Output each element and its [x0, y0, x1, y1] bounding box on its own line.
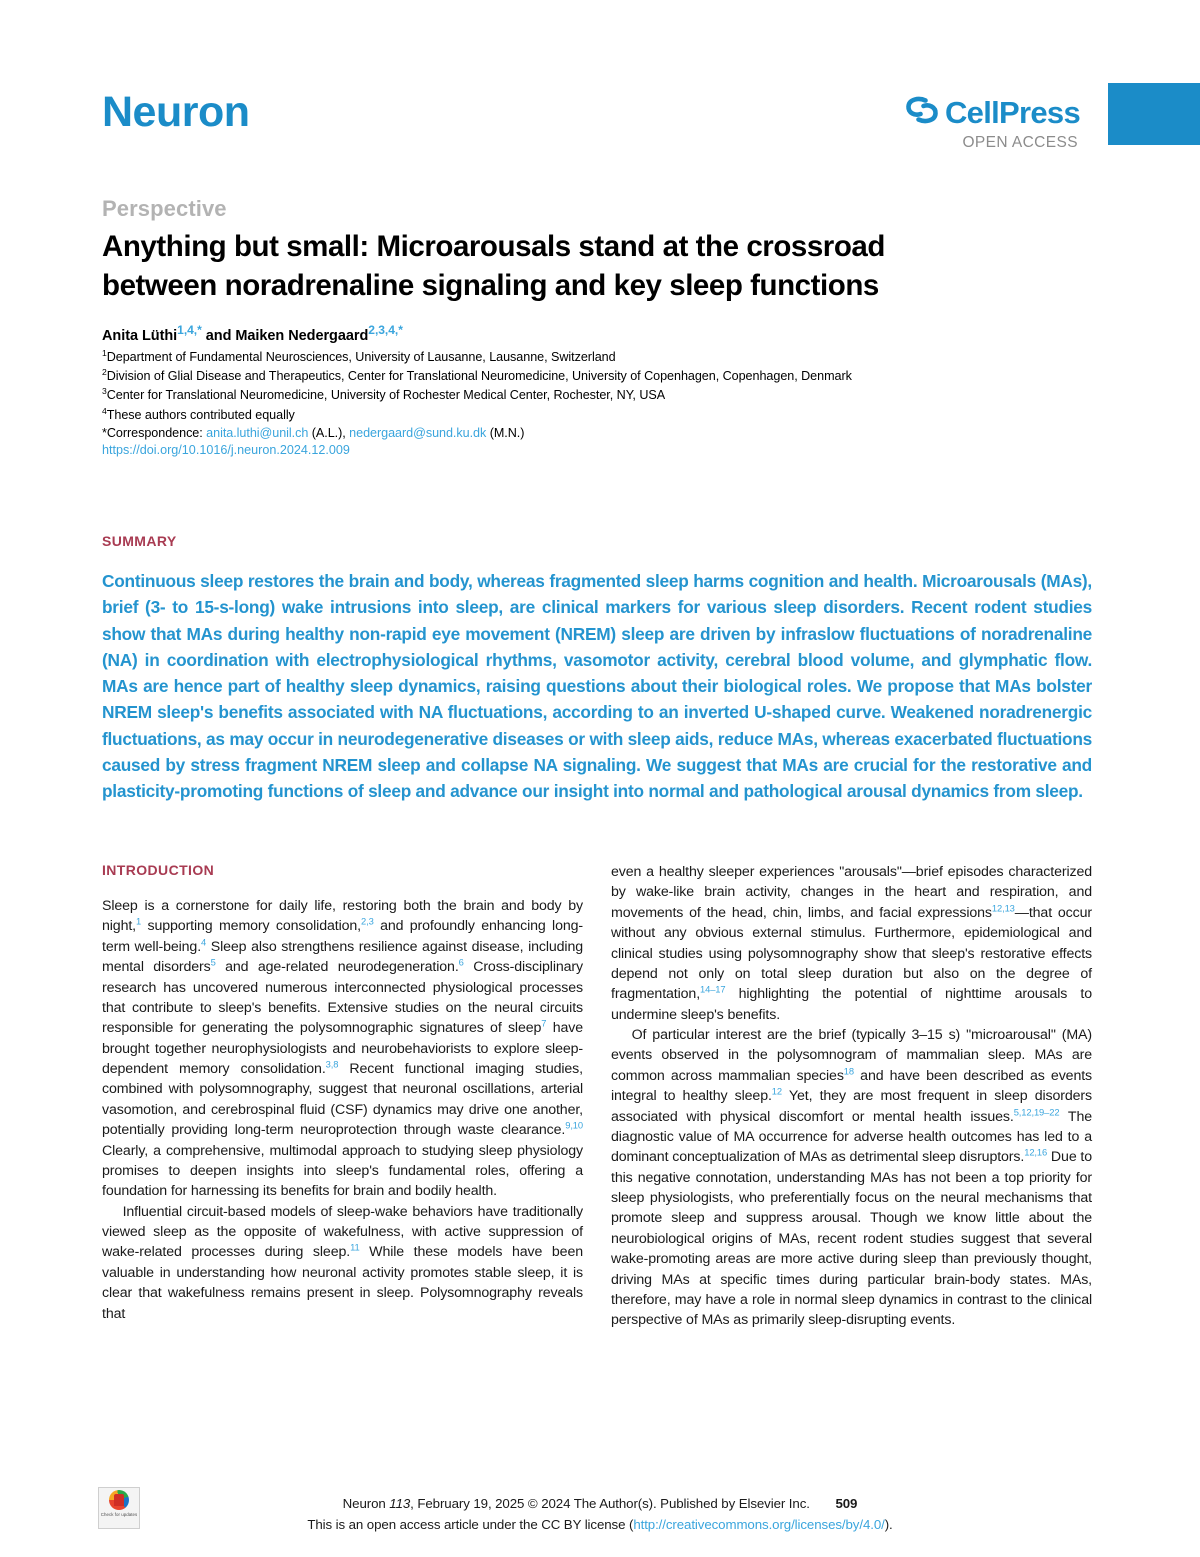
- crossmark-label: Check for updates: [100, 1512, 138, 1517]
- introduction-heading: INTRODUCTION: [102, 862, 215, 878]
- affiliation-line: $^4$These authors contributed equally: [102, 405, 295, 422]
- accent-color-block: [1108, 83, 1200, 145]
- license-suffix: ).: [884, 1516, 893, 1532]
- license-prefix: This is an open access article under the CC BY license (: [307, 1516, 634, 1532]
- affiliation-line: $^2$Division of Glial Disease and Therapeutics, Center for Translational Neuromedicine, University of Copenhagen, Copenhagen, Denmark: [102, 367, 852, 384]
- introduction-left-paragraphs: [102, 896, 583, 1324]
- body-paragraph: Sleep is a cornerstone for daily life, restoring both the brain and body by night,$^1$ supporting memory consolidation,$^{2,3}$ and profoundly enhancing long-term well-being.$^4$ Sleep also strengthens resilience against disease, including mental disorders$^5$ and age-related neurodegeneration.$^6$ Cross-disciplinary research has uncovered numerous interconnected physiological processes that contribute to sleep's benefits. Extensive studies on the neural circuits responsible for generating the polysomnographic signatures of sleep$^7$ have brought together neurophysiologists and neurobehaviorists to explore sleep-dependent memory consolidation.$^{3,8}$ Recent functional imaging studies, combined with polysomnography, suggest that neuronal oscillations, arterial vasomotion, and cerebrospinal fluid (CSF) dynamics may drive one another, potentially providing long-term neuroprotection through waste clearance.$^{9,10}$ Clearly, a comprehensive, multimodal approach to studying sleep physiology promises to deepen insights into sleep's fundamental roles, offering a foundation for harnessing its benefits for brain and bodily health.: [102, 898, 584, 1200]
- body-paragraph: Of particular interest are the brief (typically 3–15 s) "microarousal" (MA) events observed in the polysomnogram of mammalian sleep. MAs are common across mammalian species$^{18}$ and have been described as events integral to healthy sleep.$^{12}$ Yet, they are most frequent in sleep disorders associated with physical discomfort or mental health issues.$^{5,12,19-22}$ The diagnostic value of MA occurrence for adverse health outcomes has led to a dominant conceptualization of MAs as detrimental sleep disruptors.$^{12,16}$ Due to this negative connotation, understanding MAs has not been a top priority for sleep physiologists, who preferentially focus on the neural mechanisms that promote sleep and suppress arousal. Though we know little about the neurobiological origins of MAs, recent rodent studies suggest that several wake-promoting areas are more active during sleep than previously thought, driving MAs at specific times during particular brain-body states. MAs, therefore, may have a role in normal sleep dynamics in contrast to the clinical perspective of MAs as primarily sleep-disrupting events.: [611, 1027, 1093, 1329]
- article-type-label: Perspective: [102, 196, 227, 221]
- article-header: [102, 196, 1092, 457]
- page-title: Anything but small: Microarousals stand at the crossroad between noradrenaline signaling and key sleep functions: [102, 230, 885, 302]
- introduction-right-paragraphs: [611, 862, 1092, 1331]
- doi-link[interactable]: https://doi.org/10.1016/j.neuron.2024.12.009: [102, 442, 350, 457]
- body-paragraph: Influential circuit-based models of sleep-wake behaviors have traditionally viewed sleep as the opposite of wakefulness, with active suppression of wake-related processes during sleep.$^{11}$ While these models have been valuable in understanding how neuronal activity promotes stable sleep, it is clear that wakefulness remains present in sleep. Polysomnography reveals that: [102, 1203, 583, 1322]
- affiliation-line: $^3$Center for Translational Neuromedicine, University of Rochester Medical Center, Rochester, NY, USA: [102, 386, 666, 403]
- affiliation-line: *Correspondence: anita.luthi@unil.ch (A.L.), nedergaard@sund.ku.dk (M.N.): [102, 425, 525, 440]
- summary-section: [102, 533, 1092, 805]
- body-columns: [102, 862, 1092, 1331]
- open-access-label: OPEN ACCESS: [962, 134, 1078, 151]
- citation-line: [0, 1494, 1200, 1515]
- summary-text: Continuous sleep restores the brain and body, whereas fragmented sleep harms cognition and health. Microarousals (MAs), brief (3- to 15-s-long) wake intrusions into sleep, are clinical markers for various sleep disorders. Recent rodent studies show that MAs during healthy non-rapid eye movement (NREM) sleep are driven by infraslow fluctuations of noradrenaline (NA) in coordination with electrophysiological rhythms, vasomotor activity, cerebral blood volume, and glymphatic flow. MAs are hence part of healthy sleep dynamics, raising questions about their biological roles. We propose that MAs bolster NREM sleep's benefits associated with NA fluctuations, according to an inverted U-shaped curve. Weakened noradrenergic fluctuations, as may occur in neurodegenerative diseases or with sleep aids, reduce MAs, whereas exacerbated fluctuations caused by stress fragment NREM sleep and collapse NA signaling. We suggest that MAs are crucial for the restorative and plasticity-promoting functions of sleep and advance our insight into normal and pathological arousal dynamics from sleep.: [102, 571, 1092, 802]
- author-list: Anita Lüthi$^{1,4,*}$ and Maiken Nedergaard$^{2,3,4,*}$: [102, 323, 403, 345]
- publisher-name: CellPress: [944, 95, 1080, 130]
- journal-logo: Neuron: [102, 88, 250, 136]
- cellpress-chain-icon: [905, 95, 939, 130]
- license-link[interactable]: http://creativecommons.org/licenses/by/4.0/: [633, 1516, 885, 1532]
- citation-text: Neuron 113, February 19, 2025 © 2024 The Author(s). Published by Elsevier Inc.: [342, 1496, 810, 1511]
- page-footer: [0, 1486, 1200, 1556]
- affiliation-list: [102, 347, 1092, 442]
- body-paragraph: even a healthy sleeper experiences "arousals"—brief episodes characterized by wake-like brain activity, changes in the heart and respiration, and movements of the head, chin, limbs, and facial expressions$^{12,13}$—that occur without any obvious external stimulus. Furthermore, epidemiological and clinical studies using polysomnography show that sleep's restorative effects depend not only on total sleep duration but also on the degree of fragmentation,$^{14-17}$ highlighting the potential of nighttime arousals to undermine sleep's benefits.: [611, 864, 1092, 1023]
- footer-text: [0, 1494, 1200, 1535]
- license-line: [0, 1515, 1200, 1536]
- summary-heading: SUMMARY: [102, 533, 177, 549]
- page-number: 509: [835, 1496, 858, 1511]
- publisher-block: [780, 95, 1080, 152]
- masthead: [0, 0, 1200, 175]
- column-right: [611, 862, 1092, 1331]
- column-left: [102, 862, 583, 1331]
- affiliation-line: $^1$Department of Fundamental Neurosciences, University of Lausanne, Lausanne, Switzerland: [102, 348, 616, 365]
